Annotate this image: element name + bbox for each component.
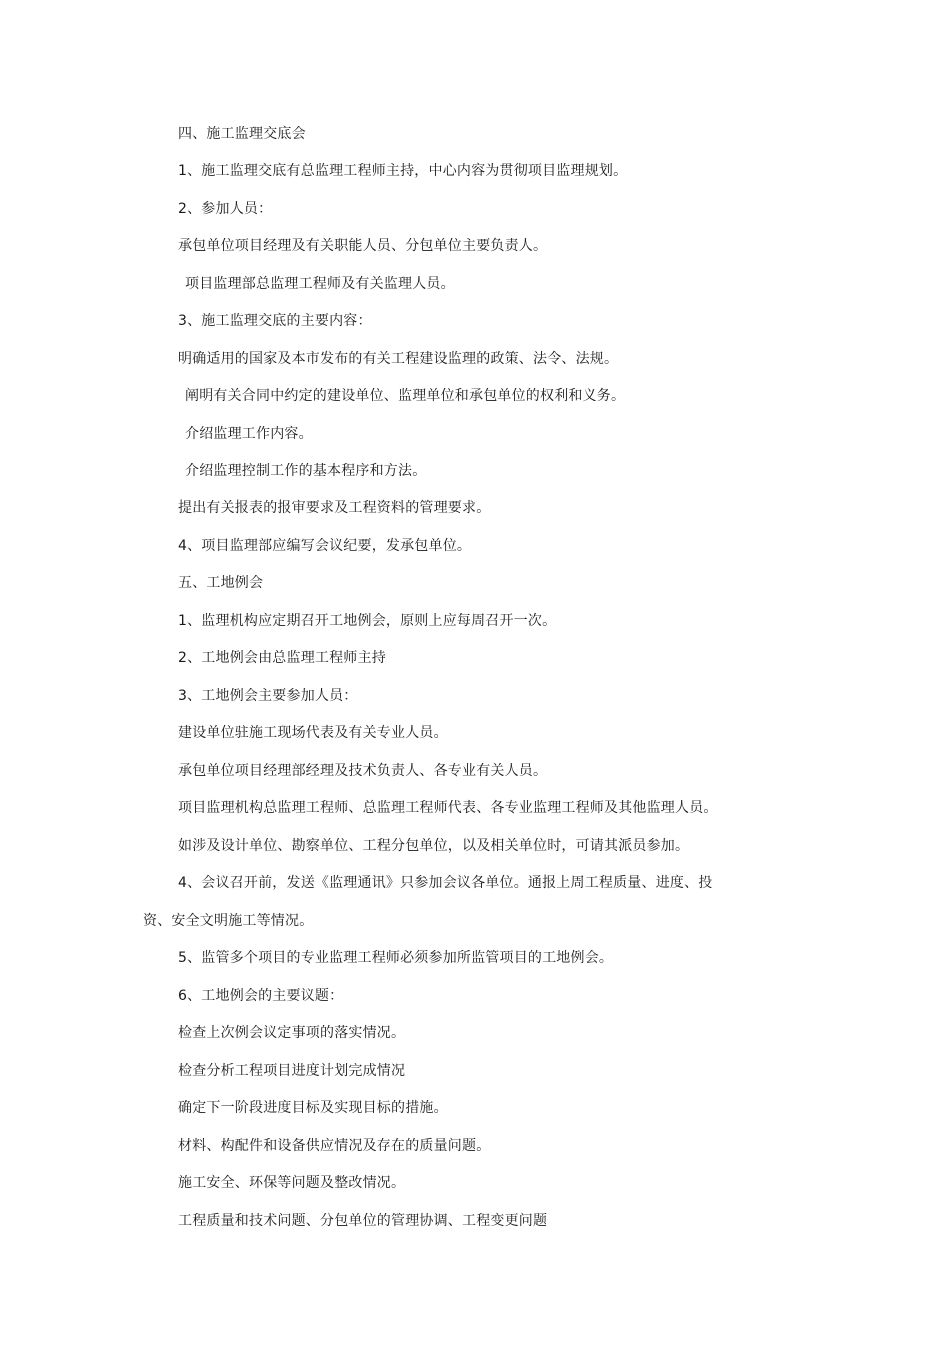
paragraph-line: 检查上次例会议定事项的落实情况。 xyxy=(178,1025,406,1041)
paragraph-line: 3、工地例会主要参加人员： xyxy=(178,688,358,704)
paragraph-line: 4、会议召开前，发送《监理通讯》只参加会议各单位。通报上周工程质量、进度、投 xyxy=(178,875,713,891)
paragraph-line: 2、参加人员： xyxy=(178,201,273,217)
paragraph-line: 1、施工监理交底有总监理工程师主持，中心内容为贯彻项目监理规划。 xyxy=(178,163,628,179)
paragraph-line: 项目监理部总监理工程师及有关监理人员。 xyxy=(185,276,455,292)
paragraph-line: 承包单位项目经理及有关职能人员、分包单位主要负责人。 xyxy=(178,238,548,254)
section-heading-5: 五、工地例会 xyxy=(178,575,264,591)
paragraph-line: 明确适用的国家及本市发布的有关工程建设监理的政策、法令、法规。 xyxy=(178,351,619,367)
paragraph-line: 检查分析工程项目进度计划完成情况 xyxy=(178,1063,406,1079)
paragraph-line: 材料、构配件和设备供应情况及存在的质量问题。 xyxy=(178,1138,491,1154)
paragraph-line: 施工安全、环保等问题及整改情况。 xyxy=(178,1175,406,1191)
paragraph-line: 6、工地例会的主要议题： xyxy=(178,988,344,1004)
paragraph-line: 确定下一阶段进度目标及实现目标的措施。 xyxy=(178,1100,448,1116)
paragraph-line: 2、工地例会由总监理工程师主持 xyxy=(178,650,386,666)
paragraph-line: 项目监理机构总监理工程师、总监理工程师代表、各专业监理工程师及其他监理人员。 xyxy=(178,800,718,816)
paragraph-line: 建设单位驻施工现场代表及有关专业人员。 xyxy=(178,725,448,741)
paragraph-line: 承包单位项目经理部经理及技术负责人、各专业有关人员。 xyxy=(178,763,548,779)
paragraph-line: 提出有关报表的报审要求及工程资料的管理要求。 xyxy=(178,500,491,516)
paragraph-line: 4、项目监理部应编写会议纪要，发承包单位。 xyxy=(178,538,472,554)
paragraph-line: 工程质量和技术问题、分包单位的管理协调、工程变更问题 xyxy=(178,1213,548,1229)
paragraph-line: 1、监理机构应定期召开工地例会，原则上应每周召开一次。 xyxy=(178,613,557,629)
paragraph-line: 5、监管多个项目的专业监理工程师必须参加所监管项目的工地例会。 xyxy=(178,950,614,966)
paragraph-line: 3、施工监理交底的主要内容： xyxy=(178,313,372,329)
paragraph-line: 阐明有关合同中约定的建设单位、监理单位和承包单位的权利和义务。 xyxy=(185,388,626,404)
paragraph-line: 介绍监理工作内容。 xyxy=(185,426,313,442)
paragraph-line-continuation: 资、安全文明施工等情况。 xyxy=(143,913,314,929)
section-heading-4: 四、施工监理交底会 xyxy=(178,126,306,142)
paragraph-line: 如涉及设计单位、勘察单位、工程分包单位，以及相关单位时，可请其派员参加。 xyxy=(178,838,690,854)
paragraph-line: 介绍监理控制工作的基本程序和方法。 xyxy=(185,463,427,479)
